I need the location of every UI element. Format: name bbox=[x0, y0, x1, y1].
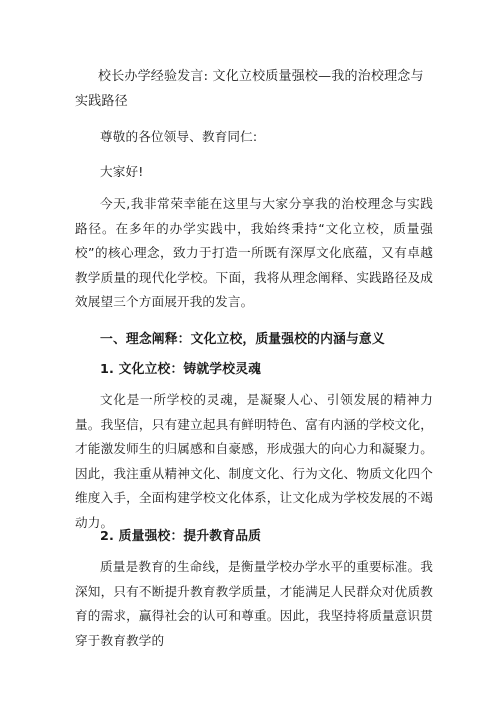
intro-paragraph: 今天,我非常荣幸能在这里与大家分享我的治校理念与实践路径。在多年的办学实践中，我始终秉持“文化立校，质量强校”的核心理念，致力于打造一所既有深厚文化底蕴，又有卓越教学质量的现代化学校。下面，我将从理念阐释、实践路径及成效展望三个方面展开我的发言。 bbox=[75, 196, 433, 310]
greeting: 大家好! bbox=[100, 164, 144, 179]
section-heading-1: 一、理念阐释：文化立校，质量强校的内涵与意义 bbox=[100, 332, 385, 347]
subsection-body-2: 质量是教育的生命线，是衡量学校办学水平的重要标准。我深知，只有不断提升教育教学质量，才能满足人民群众对优质教育的需求，赢得社会的认可和尊重。因此，我坚持将质量意识贯穿于教育教学的 bbox=[75, 559, 433, 648]
salutation: 尊敬的各位领导、教育同仁: bbox=[100, 129, 258, 144]
subsection-heading-2: 2. 质量强校：提升教育品质 bbox=[100, 529, 262, 544]
subsection-heading-1: 1. 文化立校：铸就学校灵魂 bbox=[100, 362, 262, 377]
document-title: 校长办学经验发言: 文化立校质量强校—我的治校理念与实践路径 bbox=[75, 69, 424, 109]
subsection-body-1: 文化是一所学校的灵魂，是凝聚人心、引领发展的精神力量。我坚信，只有建立起具有鲜明特色、富有内涵的学校文化，才能激发师生的归属感和自豪感，形成强大的向心力和凝聚力。因此，我注重从精神文化、制度文化、行为文化、物质文化四个维度入手，全面构建学校文化体系，让文化成为学校发展的不竭动力。 bbox=[75, 392, 433, 530]
